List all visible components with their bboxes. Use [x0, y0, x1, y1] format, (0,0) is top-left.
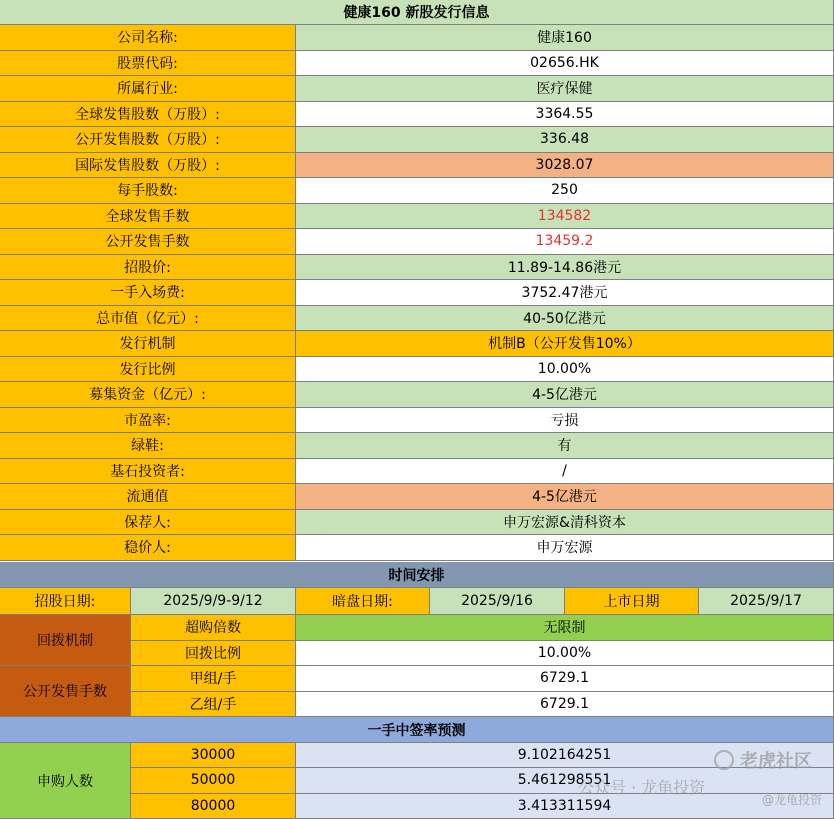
- info-value: 4-5亿港元: [296, 382, 834, 408]
- public-lots-row-value: 6729.1: [296, 692, 834, 718]
- info-value: 申万宏源: [296, 535, 834, 561]
- table-title: 健康160 新股发行信息: [0, 0, 834, 25]
- public-lots-row-label: 乙组/手: [131, 692, 296, 718]
- schedule-header: 时间安排: [0, 562, 834, 588]
- allotment-rate: 9.102164251: [296, 743, 834, 768]
- clawback-label: 回拨机制: [0, 615, 131, 666]
- info-label: 公开发售手数: [0, 229, 296, 255]
- info-label: 保荐人:: [0, 510, 296, 536]
- allotment-rate: 3.413311594: [296, 794, 834, 819]
- info-label: 公司名称:: [0, 25, 296, 51]
- applicants-label: 申购人数: [0, 743, 131, 819]
- applicant-count: 50000: [131, 768, 296, 793]
- info-value: 3028.07: [296, 153, 834, 179]
- allotment-header: 一手中签率预测: [0, 717, 834, 743]
- clawback-row-value: 10.00%: [296, 641, 834, 667]
- info-label: 流通值: [0, 484, 296, 510]
- clawback-row-label: 超购倍数: [131, 615, 296, 641]
- listing-value: 2025/9/17: [699, 588, 834, 615]
- watermark-brand-text: 老虎社区: [740, 751, 812, 772]
- subscription-value: 2025/9/9-9/12: [131, 588, 296, 615]
- info-label: 股票代码:: [0, 51, 296, 77]
- info-value: 机制B（公开发售10%）: [296, 331, 834, 357]
- info-label: 基石投资者:: [0, 459, 296, 485]
- applicant-count: 30000: [131, 743, 296, 768]
- listing-label: 上市日期: [565, 588, 699, 615]
- info-value: 336.48: [296, 127, 834, 153]
- info-value: 40-50亿港元: [296, 306, 834, 332]
- info-label: 募集资金（亿元）:: [0, 382, 296, 408]
- info-value: 13459.2: [296, 229, 834, 255]
- info-value: 11.89-14.86港元: [296, 255, 834, 281]
- info-value: 医疗保健: [296, 76, 834, 102]
- info-label: 招股价:: [0, 255, 296, 281]
- watermark-handle: @龙龟投资: [761, 793, 822, 807]
- info-label: 绿鞋:: [0, 433, 296, 459]
- info-value: 健康160: [296, 25, 834, 51]
- info-value: 3752.47港元: [296, 280, 834, 306]
- allotment-rate: 5.461298551: [296, 768, 834, 793]
- watermark-account: 公众号 · 龙龟投资: [578, 778, 706, 797]
- info-value: 02656.HK: [296, 51, 834, 77]
- info-label: 每手股数:: [0, 178, 296, 204]
- info-label: 国际发售股数（万股）:: [0, 153, 296, 179]
- grey-market-label: 暗盘日期:: [296, 588, 430, 615]
- clawback-row-label: 回拨比例: [131, 641, 296, 667]
- info-value: /: [296, 459, 834, 485]
- info-label: 发行机制: [0, 331, 296, 357]
- info-value: 10.00%: [296, 357, 834, 383]
- grey-market-value: 2025/9/16: [430, 588, 565, 615]
- applicant-count: 80000: [131, 794, 296, 819]
- info-value: 申万宏源&清科资本: [296, 510, 834, 536]
- subscription-label: 招股日期:: [0, 588, 131, 615]
- public-lots-row-value: 6729.1: [296, 666, 834, 692]
- info-value: 有: [296, 433, 834, 459]
- info-label: 所属行业:: [0, 76, 296, 102]
- info-value: 250: [296, 178, 834, 204]
- info-label: 总市值（亿元）:: [0, 306, 296, 332]
- info-label: 发行比例: [0, 357, 296, 383]
- public-lots-label: 公开发售手数: [0, 666, 131, 717]
- info-value: 134582: [296, 204, 834, 230]
- info-value: 4-5亿港元: [296, 484, 834, 510]
- info-value: 3364.55: [296, 102, 834, 128]
- public-lots-row-label: 甲组/手: [131, 666, 296, 692]
- info-label: 稳价人:: [0, 535, 296, 561]
- info-label: 公开发售股数（万股）:: [0, 127, 296, 153]
- info-value: 亏损: [296, 408, 834, 434]
- info-label: 一手入场费:: [0, 280, 296, 306]
- info-label: 全球发售手数: [0, 204, 296, 230]
- clawback-row-value: 无限制: [296, 615, 834, 641]
- info-label: 全球发售股数（万股）:: [0, 102, 296, 128]
- info-label: 市盈率:: [0, 408, 296, 434]
